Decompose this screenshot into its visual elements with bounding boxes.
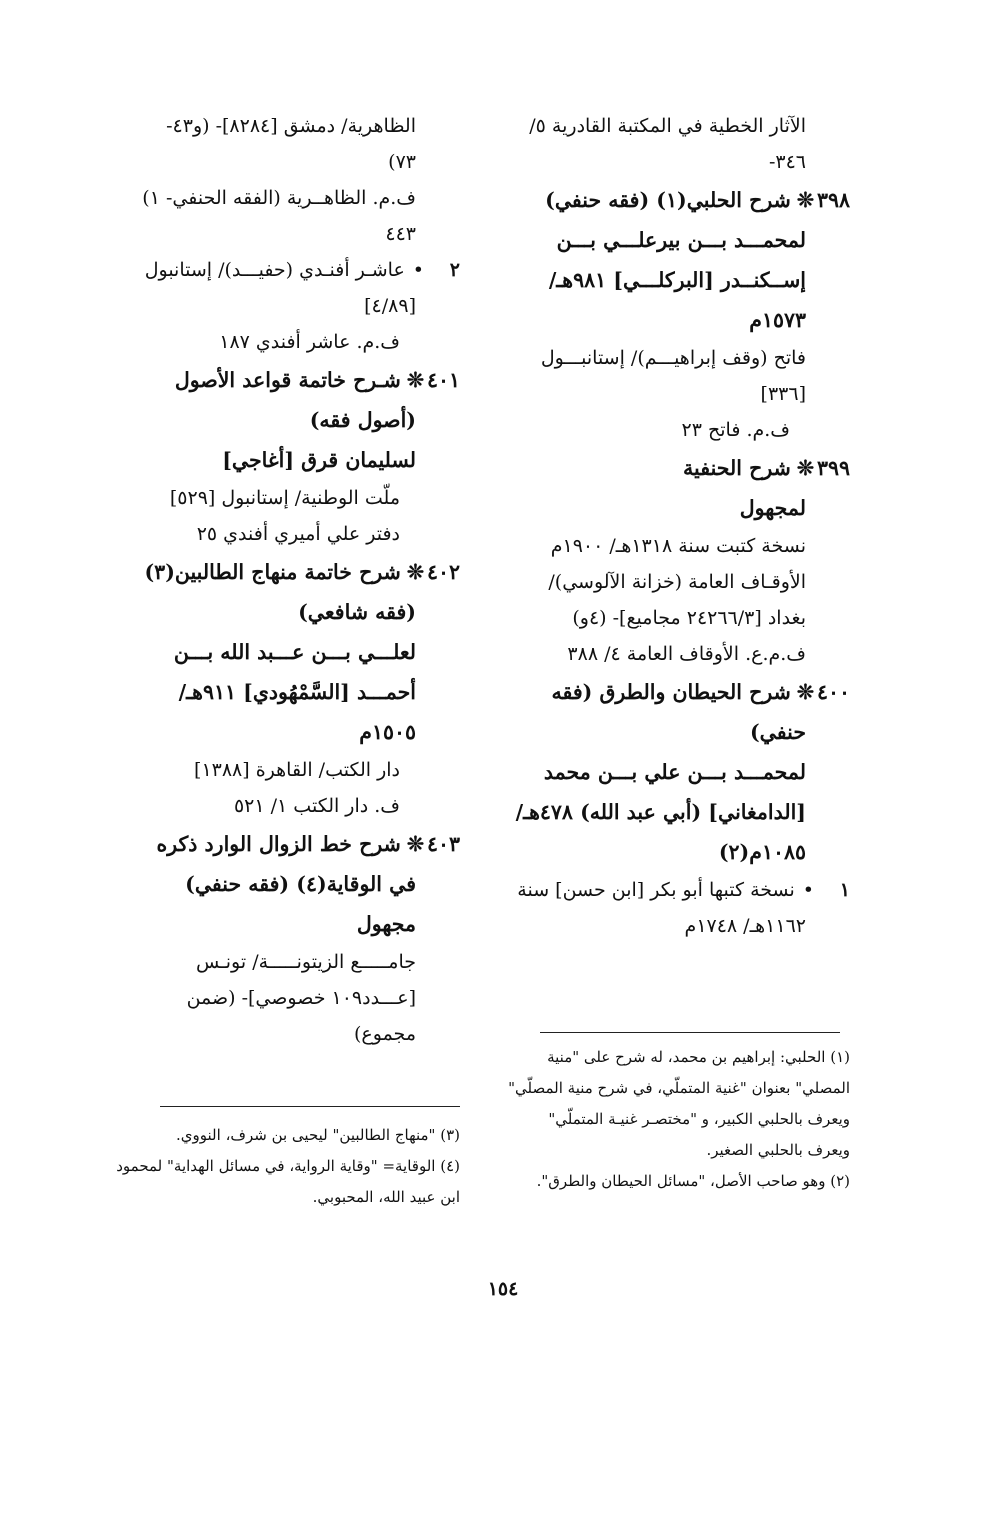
- entry-title: شرح الحنفية: [683, 456, 791, 480]
- footnote-line: (١) الحلبي: إبراهيم بن محمد، له شرح على "منية: [547, 1048, 850, 1066]
- text-line: [عـــدد١٠٩ خصوصي]- (ضمن: [186, 987, 416, 1009]
- author-line: (أصول فقه): [309, 408, 416, 432]
- footnote-line: ابن عبيد الله، المحبوبي.: [312, 1188, 460, 1206]
- author-line: مجهول: [356, 912, 416, 936]
- text-line: فاتح (وقف إبراهيـــم)/ إستانبـــول: [540, 347, 806, 369]
- text-line: ف.م. عاشر أفندي ١٨٧: [219, 331, 400, 353]
- entry-number: ٣٩٨: [816, 188, 850, 212]
- entry-heading: [500, 672, 850, 712]
- footnote-separator-left: [160, 1106, 460, 1107]
- text-line: مجموع): [354, 1023, 416, 1045]
- entry-heading: [120, 824, 460, 864]
- footnotes-left: [116, 1120, 460, 1213]
- entry-heading: [120, 552, 460, 592]
- author-line: (فقه شافعي): [298, 600, 416, 624]
- text-line: ف.م.ع. الأوقاف العامة ٤/ ٣٨٨: [567, 643, 806, 665]
- text-line: ملّت الوطنية/ إستانبول [٥٢٩]: [169, 487, 400, 509]
- entry-heading: [120, 360, 460, 400]
- author-line: ١٠٨٥م(٢): [718, 840, 806, 864]
- entry-heading: [500, 448, 850, 488]
- footnotes-right: [500, 1042, 850, 1197]
- author-line: إســكنــدر [البركلـــي] ٩٨١هـ/: [548, 268, 806, 292]
- page-number: ١٥٤: [487, 1278, 519, 1300]
- author-line: لمحمـــد بـــن بيرعلـــي بـــن: [556, 228, 806, 252]
- text-line: الأوقـاف العامة (خزانة الآلوسي)/: [548, 571, 806, 593]
- item-number: ١: [839, 879, 850, 901]
- author-line: ١٥٧٣م: [749, 308, 806, 332]
- bullet-icon: •: [412, 259, 424, 281]
- entry-number: ٣٩٩: [816, 456, 850, 480]
- author-line: أحمـــد [السَّمْهُودي] ٩١١هـ/: [178, 680, 416, 704]
- footnote-line: (٣) "منهاج الطالبين" ليحيى بن شرف، النووي.: [176, 1126, 460, 1144]
- text-line: ف.م. فاتح ٢٣: [681, 419, 790, 441]
- footnote-line: ويعرف بالحلبي الكبير، و "مختصـر غنيـة المتملّي": [548, 1110, 850, 1128]
- entry-number: ٤٠٠: [816, 680, 850, 704]
- author-line: في الوقاية(٤) (فقه حنفي): [185, 872, 416, 896]
- entry-title: شرح خاتمة منهاج الطالبين(٣): [144, 560, 401, 584]
- asterism-icon: ❊: [406, 560, 424, 584]
- footnote-separator-right: [540, 1032, 840, 1033]
- entry-title: شرح الحيطان والطرق (فقه: [551, 680, 791, 704]
- entry-title: شرح الحلبي(١) (فقه حنفي): [545, 188, 791, 212]
- author-line: لمحمـــد بـــن علي بـــن محمد: [543, 760, 806, 784]
- text-line: نسخة كتبت سنة ١٣١٨هـ/ ١٩٠٠م: [550, 535, 806, 557]
- copy-item: [120, 252, 460, 288]
- entry-heading: [500, 180, 850, 220]
- text-line: [٤/٨٩]: [364, 295, 416, 317]
- text-line: ف.م. الظاهــرية (الفقه الحنفي- ١): [142, 187, 416, 209]
- text-line: ٣٤٦-: [768, 151, 806, 173]
- entry-number: ٤٠١: [426, 368, 460, 392]
- footnote-line: ويعرف بالحلبي الصغير.: [706, 1141, 850, 1159]
- item-text: عاشـر أفنـدي (حفيـــد)/ إستانبول: [144, 259, 405, 281]
- entry-number: ٤٠٣: [426, 832, 460, 856]
- text-line: ٤٤٣: [385, 223, 416, 245]
- asterism-icon: ❊: [406, 832, 424, 856]
- entry-number: ٤٠٢: [426, 560, 460, 584]
- author-line: حنفي): [749, 720, 806, 744]
- text-line: الظاهرية/ دمشق [٨٢٨٤]- (و٤٣-: [166, 115, 416, 137]
- text-line: ف. دار الكتب ١/ ٥٢١: [233, 795, 400, 817]
- item-text: نسخة كتبها أبو بكر [ابن حسن] سنة: [517, 879, 795, 901]
- text-line: [٣٣٦]: [760, 383, 806, 405]
- footnote-line: (٢) وهو صاحب الأصل، "مسائل الحيطان والطرق".: [536, 1172, 850, 1190]
- author-line: لعلـــي بـــن عـــبد الله بـــن: [173, 640, 416, 664]
- right-column: [500, 108, 850, 944]
- asterism-icon: ❊: [796, 188, 814, 212]
- text-line: ٧٣): [388, 151, 416, 173]
- text-line: بغداد [٢٤٢٦٦/٣ مجاميع]- (٤و): [572, 607, 806, 629]
- footnote-line: المصلي" بعنوان "غنية المتملّي، في شرح منية المصلّي": [508, 1079, 850, 1097]
- asterism-icon: ❊: [796, 680, 814, 704]
- author-line: لمجهول: [739, 496, 806, 520]
- asterism-icon: ❊: [406, 368, 424, 392]
- footnote-line: (٤) الوقاية= "وقاية الرواية، في مسائل الهداية" لمحمود: [116, 1157, 460, 1175]
- author-line: [الدامغاني] (أبي عبد الله) ٤٧٨هـ/: [515, 800, 806, 824]
- copy-item: [500, 872, 850, 908]
- text-line: دار الكتب/ القاهرة [١٣٨٨]: [194, 759, 400, 781]
- text-line: دفتر علي أميري أفندي ٢٥: [196, 523, 400, 545]
- text-line: ١١٦٢هـ/ ١٧٤٨م: [684, 915, 806, 937]
- item-number: ٢: [449, 259, 460, 281]
- entry-title: شرح خط الزوال الوارد ذكره: [156, 832, 401, 856]
- entry-title: شـرح خاتمة قواعد الأصول: [174, 368, 401, 392]
- text-line: الآثار الخطية في المكتبة القادرية ٥/: [529, 115, 806, 137]
- author-line: لسليمان قرق [أغاجي]: [222, 448, 416, 472]
- author-line: ١٥٠٥م: [359, 720, 416, 744]
- bullet-icon: •: [802, 879, 814, 901]
- left-column: [120, 108, 460, 1052]
- asterism-icon: ❊: [796, 456, 814, 480]
- text-line: جامـــــع الزيتونـــــة/ تونـس: [195, 951, 416, 973]
